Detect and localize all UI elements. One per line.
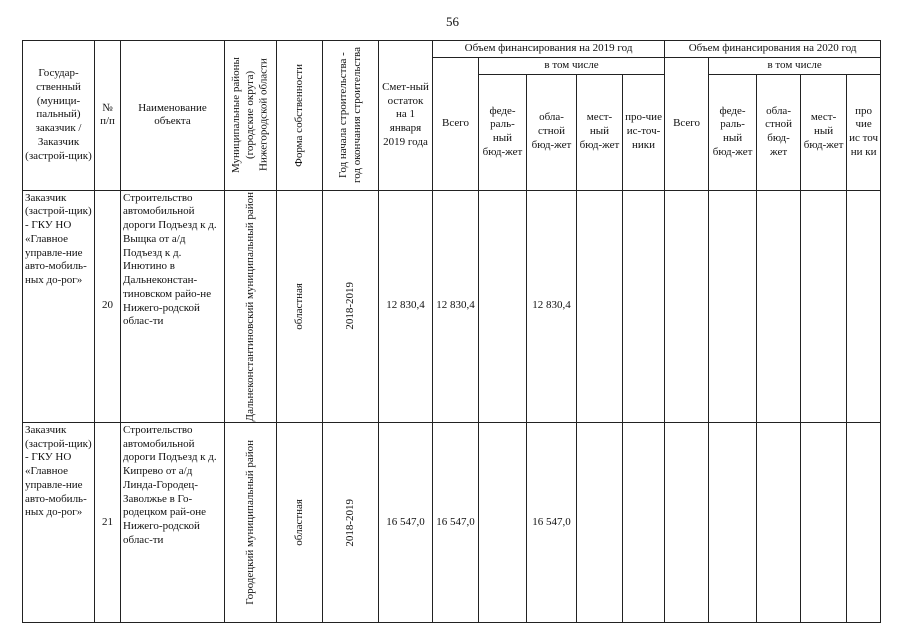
cell-years	[323, 422, 379, 622]
cell-num: 20	[95, 190, 121, 422]
cell-district	[225, 190, 277, 422]
header-federal-2019: феде-раль-ный бюд-жет	[479, 74, 527, 190]
cell-federal-2019	[479, 190, 527, 422]
cell-total-2020	[665, 190, 709, 422]
cell-ownership-text: областная	[292, 499, 305, 546]
header-regional-2020: обла-стной бюд-жет	[757, 74, 801, 190]
cell-regional-2019: 16 547,0	[527, 422, 577, 622]
cell-other-2020	[847, 422, 881, 622]
header-years-text: Год начала строительства - год окончания строительства	[336, 47, 363, 184]
cell-regional-2019: 12 830,4	[527, 190, 577, 422]
header-ownership	[277, 41, 323, 191]
cell-regional-2020	[757, 422, 801, 622]
cell-federal-2019	[479, 422, 527, 622]
header-districts	[225, 41, 277, 191]
header-local-2020: мест-ный бюд-жет	[801, 74, 847, 190]
cell-district-text: Дальнеконстантиновский муниципальный район	[243, 191, 256, 421]
cell-total-2020	[665, 422, 709, 622]
cell-years-text: 2018-2019	[343, 282, 356, 331]
header-num: № п/п	[95, 41, 121, 191]
cell-object: Строительство автомобильной дороги Подъезд к д. Кипрево от а/д Линда-Городец-Заволжье в Го-родецком рай-оне Нижего-родской облас-ти	[121, 422, 225, 622]
cell-num: 21	[95, 422, 121, 622]
header-years	[323, 41, 379, 191]
cell-total-2019: 16 547,0	[433, 422, 479, 622]
cell-object: Строительство автомобильной дороги Подъезд к д. Выщка от а/д Подъезд к д. Инютино в Дальнеконстан-тиновском райо-не Нижего-родской облас-ти	[121, 190, 225, 422]
cell-federal-2020	[709, 422, 757, 622]
header-including-2020: в том числе	[709, 57, 881, 74]
cell-ownership	[277, 190, 323, 422]
cell-estimate: 12 830,4	[379, 190, 433, 422]
header-total-2020: Всего	[665, 57, 709, 190]
financing-table	[22, 40, 881, 623]
cell-local-2019	[577, 190, 623, 422]
header-including-2019: в том числе	[479, 57, 665, 74]
header-other-2020: про чие ис точ ни ки	[847, 74, 881, 190]
header-other-2019: про-чие ис-точ-ники	[623, 74, 665, 190]
header-federal-2020: феде-раль-ный бюд-жет	[709, 74, 757, 190]
header-ownership-text: Форма собственности	[292, 63, 305, 167]
header-row-1	[23, 41, 881, 58]
header-estimate: Смет-ный остаток на 1 января 2019 года	[379, 41, 433, 191]
cell-customer: Заказчик (застрой-щик) - ГКУ НО «Главное управле-ние авто-мобиль-ных до-рог»	[23, 190, 95, 422]
header-districts-text: Муниципальные районы (городские округа) Нижегородской области	[229, 57, 270, 174]
cell-district-text: Городецкий муниципальный район	[243, 440, 256, 605]
cell-years	[323, 190, 379, 422]
cell-customer: Заказчик (застрой-щик) - ГКУ НО «Главное управле-ние авто-мобиль-ных до-рог»	[23, 422, 95, 622]
header-object: Наименование объекта	[121, 41, 225, 191]
cell-local-2019	[577, 422, 623, 622]
cell-other-2019	[623, 190, 665, 422]
header-fin-2019: Объем финансирования на 2019 год	[433, 41, 665, 58]
cell-federal-2020	[709, 190, 757, 422]
header-regional-2019: обла-стной бюд-жет	[527, 74, 577, 190]
cell-years-text: 2018-2019	[343, 498, 356, 547]
cell-ownership	[277, 422, 323, 622]
table-row	[23, 422, 881, 622]
header-customer: Государ-ственный (муници-пальный) заказчик / Заказчик (застрой-щик)	[23, 41, 95, 191]
page-number: 56	[446, 14, 459, 29]
cell-regional-2020	[757, 190, 801, 422]
cell-local-2020	[801, 190, 847, 422]
header-local-2019: мест-ный бюд-жет	[577, 74, 623, 190]
table-row	[23, 190, 881, 422]
cell-other-2019	[623, 422, 665, 622]
header-total-2019: Всего	[433, 57, 479, 190]
cell-estimate: 16 547,0	[379, 422, 433, 622]
header-fin-2020: Объем финансирования на 2020 год	[665, 41, 881, 58]
cell-total-2019: 12 830,4	[433, 190, 479, 422]
cell-other-2020	[847, 190, 881, 422]
cell-local-2020	[801, 422, 847, 622]
cell-district	[225, 422, 277, 622]
cell-ownership-text: областная	[292, 282, 305, 330]
